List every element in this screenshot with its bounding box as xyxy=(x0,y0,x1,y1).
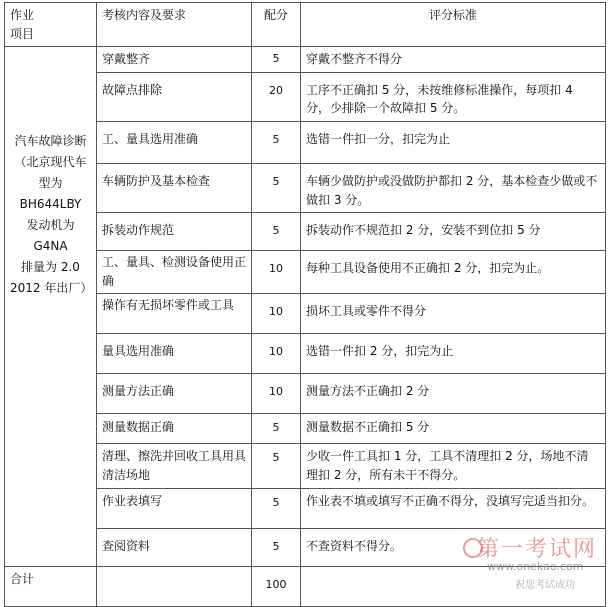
row-score: 5 xyxy=(252,444,301,488)
category-cell: 汽车故障诊断 （北京现代车 型为 BH644LBY 发动机为 G4NA 排量为 2.0 2012 年出厂） xyxy=(5,47,97,566)
row-criteria: 测量数据不正确扣 5 分 xyxy=(301,414,606,444)
row-score: 5 xyxy=(252,163,301,212)
row-item: 工、量具、检测设备使用正确 xyxy=(97,251,252,294)
watermark-url: www.onekao.com xyxy=(487,560,584,573)
table-header-row xyxy=(5,3,606,47)
row-item: 车辆防护及基本检查 xyxy=(97,163,252,212)
row-item: 工、量具选用准确 xyxy=(97,121,252,163)
total-score: 100 xyxy=(252,566,301,606)
row-criteria: 穿戴不整齐不得分 xyxy=(301,47,606,73)
row-criteria: 车辆少做防护或没做防护都扣 2 分，基本检查少做或不做扣 3 分。 xyxy=(301,163,606,212)
header-criteria: 评分标准 xyxy=(301,3,606,47)
row-score: 5 xyxy=(252,47,301,73)
row-criteria: 选错一件扣 2 分，扣完为止 xyxy=(301,334,606,374)
total-criteria xyxy=(301,566,606,606)
row-score: 5 xyxy=(252,414,301,444)
row-score: 20 xyxy=(252,72,301,121)
row-score: 5 xyxy=(252,213,301,251)
row-score: 5 xyxy=(252,121,301,163)
row-criteria: 损坏工具或零件不得分 xyxy=(301,294,606,334)
row-criteria: 不查资料不得分。 xyxy=(301,528,606,566)
row-item: 测量数据正确 xyxy=(97,414,252,444)
row-score: 10 xyxy=(252,294,301,334)
row-item: 故障点排除 xyxy=(97,72,252,121)
row-score: 10 xyxy=(252,251,301,294)
watermark-site-name: 第一考试网 xyxy=(477,537,598,562)
row-item: 穿戴整齐 xyxy=(97,47,252,73)
row-item: 查阅资料 xyxy=(97,528,252,566)
row-item: 拆装动作规范 xyxy=(97,213,252,251)
row-item: 操作有无损坏零件或工具 xyxy=(97,294,252,334)
row-criteria: 测量方法不正确扣 2 分 xyxy=(301,374,606,414)
total-label: 合计 xyxy=(5,566,97,606)
row-item: 量具选用准确 xyxy=(97,334,252,374)
total-empty xyxy=(97,566,252,606)
table-row xyxy=(5,47,606,73)
header-content: 考核内容及要求 xyxy=(97,3,252,47)
row-item: 清理、擦洗并回收工具用具清洁场地 xyxy=(97,444,252,488)
row-criteria: 作业表不填或填写不正确不得分，没填写完适当扣分。 xyxy=(301,488,606,528)
row-score: 10 xyxy=(252,374,301,414)
row-score: 5 xyxy=(252,528,301,566)
row-item: 作业表填写 xyxy=(97,488,252,528)
row-score: 5 xyxy=(252,488,301,528)
row-criteria: 工序不正确扣 5 分，未按维修标准操作，每项扣 4 分，少排除一个故障扣 5 分。 xyxy=(301,72,606,121)
row-item: 测量方法正确 xyxy=(97,374,252,414)
scoring-table xyxy=(4,2,606,607)
header-score: 配分 xyxy=(252,3,301,47)
row-criteria: 少收一件工具扣 1 分，工具不清理扣 2 分，场地不清理扣 2 分，所有未干不得分。 xyxy=(301,444,606,488)
row-criteria: 拆装动作不规范扣 2 分，安装不到位扣 5 分 xyxy=(301,213,606,251)
row-score: 10 xyxy=(252,334,301,374)
row-criteria: 选错一件扣一分，扣完为止 xyxy=(301,121,606,163)
header-category: 作业 项目 xyxy=(5,3,97,47)
watermark-slogan: 祝您考试成功 xyxy=(515,580,575,591)
row-criteria: 每种工具设备使用不正确扣 2 分，扣完为止。 xyxy=(301,251,606,294)
total-row xyxy=(5,566,606,606)
